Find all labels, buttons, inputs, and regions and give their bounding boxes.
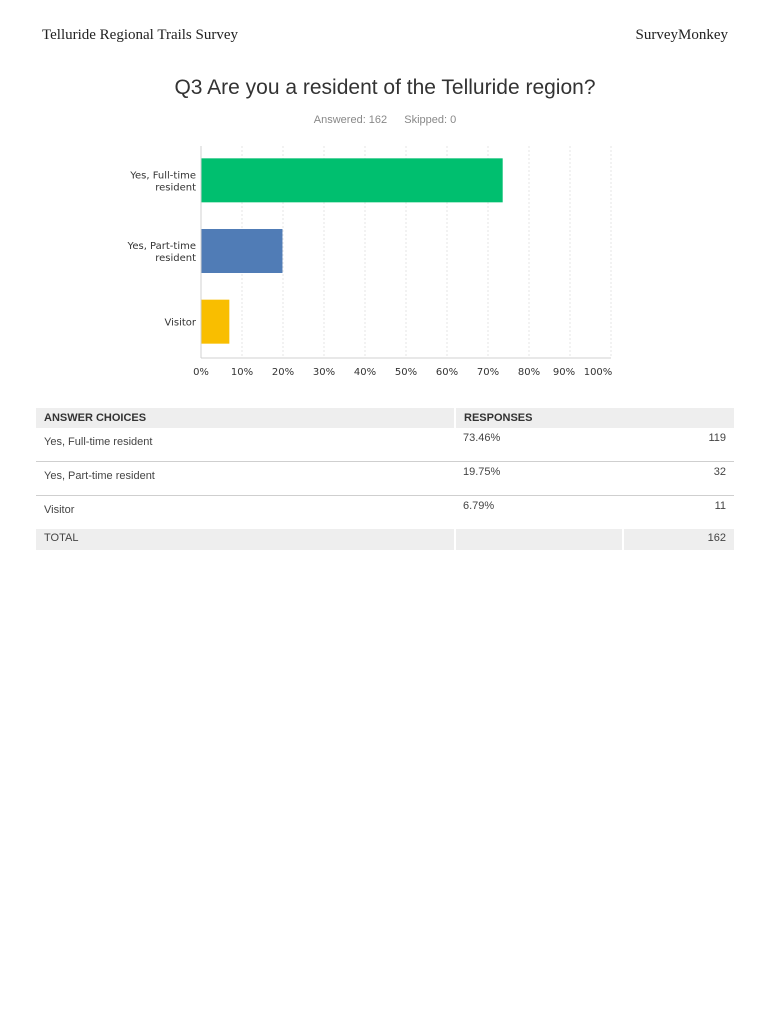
total-count: 162 [623, 529, 734, 550]
category-label: Yes, Part-time [127, 241, 196, 252]
table-header-row [36, 408, 734, 428]
x-tick-label: 20% [271, 367, 295, 378]
x-tick-label: 30% [312, 367, 336, 378]
choice-cell: Visitor [44, 504, 75, 516]
category-label: Yes, Full-time [130, 170, 196, 182]
choice-cell: Yes, Full-time resident [36, 428, 455, 462]
x-tick-label: 50% [394, 367, 418, 378]
response-meta [0, 114, 770, 126]
percent-cell: 19.75% [455, 462, 623, 496]
x-tick-label: 90% [552, 367, 576, 378]
total-row [36, 529, 734, 550]
x-tick-label: 10% [230, 367, 254, 378]
table-row [36, 462, 734, 496]
brand-name: SurveyMonkey [635, 27, 728, 43]
answer-choices-header: ANSWER CHOICES [36, 408, 455, 428]
x-tick-label: 0% [193, 367, 209, 378]
answered-count: Answered: 162 [313, 114, 388, 126]
x-tick-label: 80% [517, 367, 541, 378]
bar [202, 158, 503, 202]
total-spacer [455, 529, 623, 550]
x-tick-label: 100% [583, 367, 613, 378]
table-row [36, 496, 734, 530]
category-label: Visitor [164, 317, 196, 329]
total-label: TOTAL [36, 529, 455, 550]
category-label: resident [155, 253, 196, 264]
count-cell: 119 [623, 428, 734, 462]
bar [202, 300, 230, 344]
survey-title: Telluride Regional Trails Survey [42, 27, 239, 43]
responses-table [36, 408, 734, 550]
responses-header: RESPONSES [455, 408, 734, 428]
x-tick-label: 60% [435, 367, 459, 378]
count-cell: 32 [623, 462, 734, 496]
percent-cell: 73.46% [455, 428, 623, 462]
bar [202, 229, 283, 273]
category-label: resident [155, 182, 196, 194]
count-cell: 11 [714, 500, 726, 512]
table-row [36, 428, 734, 462]
skipped-count: Skipped: 0 [404, 114, 457, 126]
choice-cell: Yes, Part-time resident [36, 462, 455, 496]
bar-chart [0, 140, 770, 385]
x-tick-label: 70% [476, 367, 500, 378]
percent-cell: 6.79% [463, 500, 495, 512]
x-tick-label: 40% [353, 367, 377, 378]
question-title: Q3 Are you a resident of the Telluride region? [174, 76, 596, 99]
